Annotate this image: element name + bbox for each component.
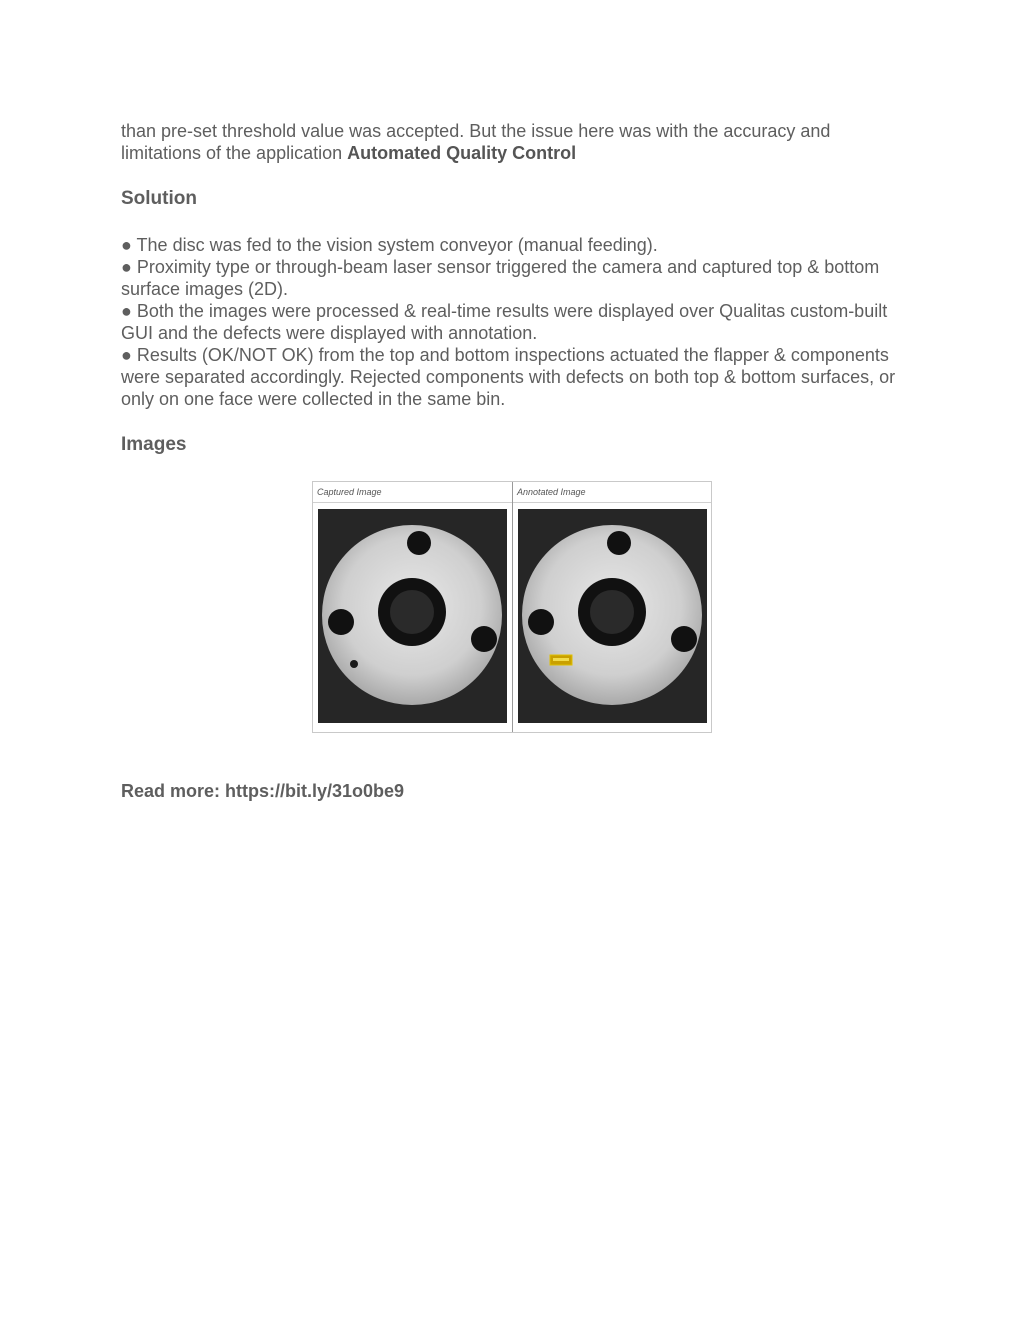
read-more-link[interactable]: Read more: https://bit.ly/31o0be9 bbox=[121, 781, 405, 801]
captured-image-panel bbox=[313, 482, 512, 732]
bullet-item: ● Proximity type or through-beam laser sensor triggered the camera and captured top & bottom surface images (2D). bbox=[121, 257, 880, 299]
images-heading: Images bbox=[121, 434, 187, 455]
document-body bbox=[121, 120, 911, 456]
inspection-images-figure bbox=[312, 481, 712, 733]
bullet-item: ● The disc was fed to the vision system conveyor (manual feeding). bbox=[121, 235, 658, 255]
captured-disc-image bbox=[318, 509, 507, 723]
intro-bold-text: Automated Quality Control bbox=[347, 143, 577, 163]
intro-paragraph bbox=[121, 120, 911, 164]
intro-text: than pre-set threshold value was accepted. But the issue here was with the accuracy and limitations of the application bbox=[121, 121, 831, 163]
disc-photo bbox=[318, 509, 507, 723]
solution-heading: Solution bbox=[121, 188, 197, 209]
panel-label: Annotated Image bbox=[513, 482, 711, 503]
bullet-item: ● Both the images were processed & real-time results were displayed over Qualitas custom-built GUI and the defects were displayed with annotation. bbox=[121, 301, 888, 343]
solution-bullet-list bbox=[121, 234, 911, 410]
disc-photo bbox=[518, 509, 707, 723]
annotated-image-panel bbox=[512, 482, 711, 732]
panel-label: Captured Image bbox=[313, 482, 512, 503]
annotated-disc-image bbox=[518, 509, 707, 723]
bullet-item: ● Results (OK/NOT OK) from the top and bottom inspections actuated the flapper & components were separated accordingly. Rejected components with defects on both top & bottom surfaces, or only on one face were collected in the same bin. bbox=[121, 345, 896, 409]
